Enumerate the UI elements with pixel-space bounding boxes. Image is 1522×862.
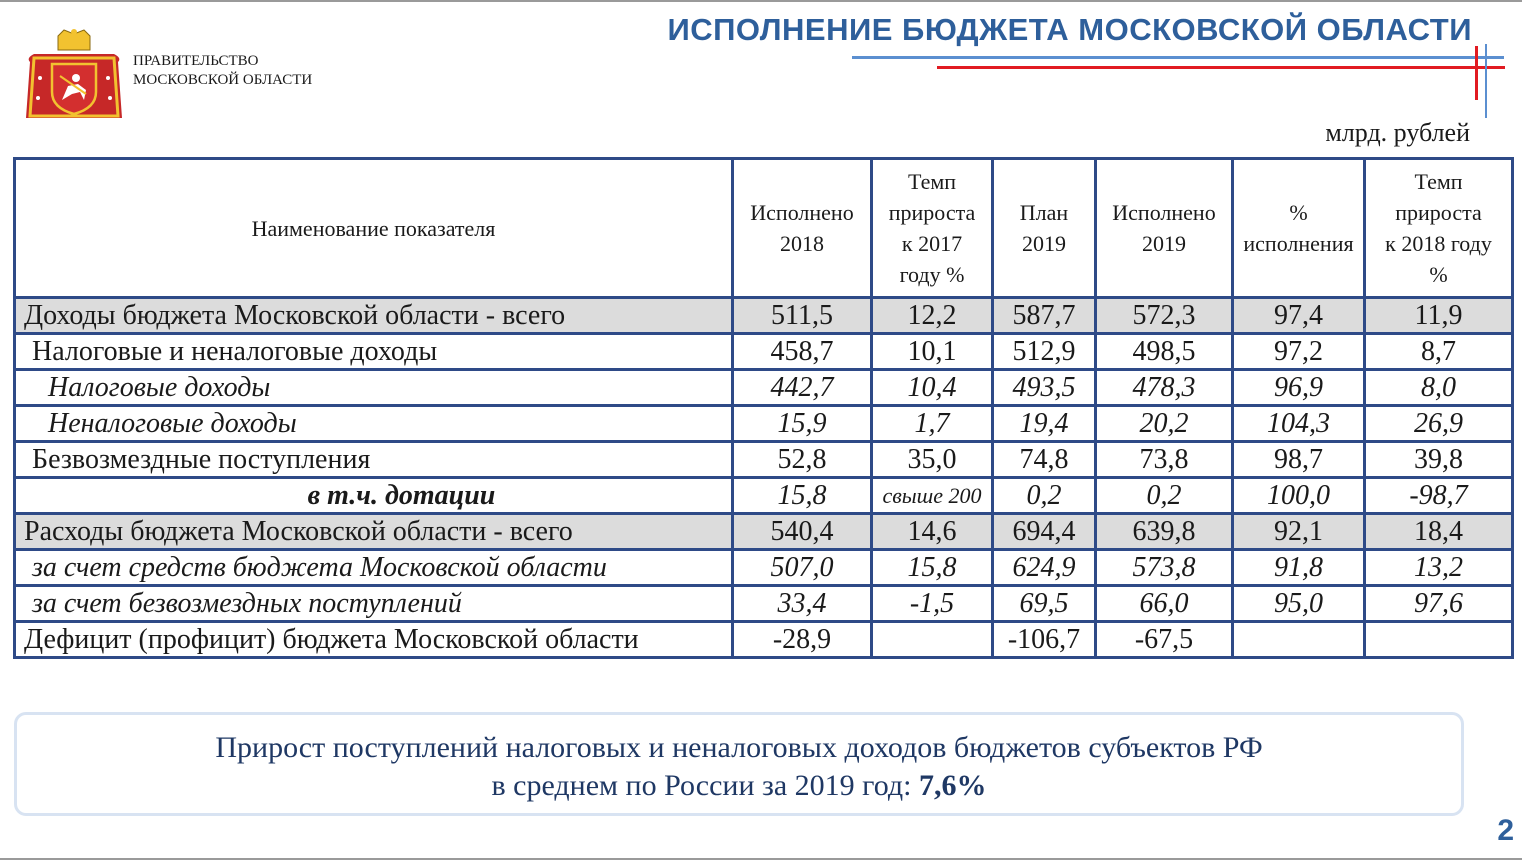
table-cell: -98,7: [1365, 478, 1513, 514]
row-label: Безвозмездные поступления: [15, 442, 733, 478]
row-label: Расходы бюджета Московской области - всего: [15, 514, 733, 550]
table-cell: 511,5: [733, 298, 872, 334]
table-cell: 19,4: [993, 406, 1096, 442]
table-cell: 694,4: [993, 514, 1096, 550]
summary-box: [14, 712, 1464, 816]
table-cell: [1365, 622, 1513, 658]
table-cell: 104,3: [1233, 406, 1365, 442]
title-underline-red: [937, 66, 1505, 69]
table-cell: 507,0: [733, 550, 872, 586]
table-row: [15, 334, 1513, 370]
row-label: в т.ч. дотации: [15, 478, 733, 514]
table-cell: 624,9: [993, 550, 1096, 586]
table-cell: 15,8: [733, 478, 872, 514]
table-row: [15, 550, 1513, 586]
table-cell: 39,8: [1365, 442, 1513, 478]
table-cell: 0,2: [1096, 478, 1233, 514]
table-cell: 572,3: [1096, 298, 1233, 334]
row-label: Налоговые доходы: [15, 370, 733, 406]
title-underline-blue: [852, 56, 1504, 59]
table-cell: 95,0: [1233, 586, 1365, 622]
row-label: за счет безвозмездных поступлений: [15, 586, 733, 622]
row-label: Налоговые и неналоговые доходы: [15, 334, 733, 370]
table-row: [15, 406, 1513, 442]
table-body: [15, 298, 1513, 658]
budget-table: [13, 157, 1514, 659]
column-header-execution-percent: % исполнения: [1233, 159, 1365, 298]
table-cell: -67,5: [1096, 622, 1233, 658]
column-header-plan-2019: План 2019: [993, 159, 1096, 298]
page-number: 2: [1497, 814, 1514, 847]
moscow-oblast-coat-of-arms-icon: [24, 28, 124, 122]
table-cell: 98,7: [1233, 442, 1365, 478]
table-cell: 20,2: [1096, 406, 1233, 442]
table-cell: 639,8: [1096, 514, 1233, 550]
column-header-growth-vs-2018: Темп прироста к 2018 году %: [1365, 159, 1513, 298]
summary-value: 7,6%: [918, 769, 987, 802]
table-cell: -28,9: [733, 622, 872, 658]
table-cell: 11,9: [1365, 298, 1513, 334]
table-cell: 10,4: [872, 370, 993, 406]
table-cell: -106,7: [993, 622, 1096, 658]
bottom-border-line: [0, 858, 1522, 860]
table-cell: 73,8: [1096, 442, 1233, 478]
table-cell: 18,4: [1365, 514, 1513, 550]
table-cell: 69,5: [993, 586, 1096, 622]
table-cell: 587,7: [993, 298, 1096, 334]
summary-line-2-text: в среднем по России за 2019 год:: [491, 769, 919, 802]
table-row: [15, 586, 1513, 622]
column-header-indicator: Наименование показателя: [15, 159, 733, 298]
table-cell: 96,9: [1233, 370, 1365, 406]
column-header-executed-2019: Исполнено 2019: [1096, 159, 1233, 298]
title-accent-blue-vertical: [1485, 44, 1487, 118]
table-cell: 66,0: [1096, 586, 1233, 622]
table-cell: 97,6: [1365, 586, 1513, 622]
table-cell: [872, 622, 993, 658]
table-cell: 100,0: [1233, 478, 1365, 514]
table-cell: 573,8: [1096, 550, 1233, 586]
table-cell: 13,2: [1365, 550, 1513, 586]
summary-line-1: Прирост поступлений налоговых и неналоговых доходов бюджетов субъектов РФ: [215, 731, 1263, 764]
table-cell: 15,8: [872, 550, 993, 586]
table-cell: 498,5: [1096, 334, 1233, 370]
table-cell: 442,7: [733, 370, 872, 406]
column-header-growth-vs-2017: Темп прироста к 2017 году %: [872, 159, 993, 298]
table-cell: 15,9: [733, 406, 872, 442]
table-cell: 493,5: [993, 370, 1096, 406]
top-border-line: [0, 0, 1522, 2]
row-label: за счет средств бюджета Московской области: [15, 550, 733, 586]
column-header-executed-2018: Исполнено 2018: [733, 159, 872, 298]
table-cell: [1233, 622, 1365, 658]
table-cell: 92,1: [1233, 514, 1365, 550]
table-cell: 97,2: [1233, 334, 1365, 370]
table-cell: свыше 200: [872, 478, 993, 514]
table-cell: 33,4: [733, 586, 872, 622]
table-cell: 0,2: [993, 478, 1096, 514]
table-cell: 74,8: [993, 442, 1096, 478]
table-cell: 14,6: [872, 514, 993, 550]
table-cell: 458,7: [733, 334, 872, 370]
table-row: [15, 622, 1513, 658]
table-cell: 512,9: [993, 334, 1096, 370]
table-cell: 26,9: [1365, 406, 1513, 442]
table-row: [15, 370, 1513, 406]
units-label: млрд. рублей: [1325, 118, 1470, 147]
table-cell: 8,0: [1365, 370, 1513, 406]
table-cell: 478,3: [1096, 370, 1233, 406]
table-cell: 97,4: [1233, 298, 1365, 334]
table-cell: -1,5: [872, 586, 993, 622]
table-cell: 91,8: [1233, 550, 1365, 586]
table-cell: 1,7: [872, 406, 993, 442]
row-label: Неналоговые доходы: [15, 406, 733, 442]
table-cell: 12,2: [872, 298, 993, 334]
table-row: [15, 298, 1513, 334]
table-cell: 35,0: [872, 442, 993, 478]
table-row: [15, 442, 1513, 478]
table-cell: 8,7: [1365, 334, 1513, 370]
table-row: [15, 514, 1513, 550]
row-label: Дефицит (профицит) бюджета Московской области: [15, 622, 733, 658]
table-header-row: [15, 159, 1513, 298]
title-accent-red-vertical: [1475, 46, 1478, 100]
page-title: ИСПОЛНЕНИЕ БЮДЖЕТА МОСКОВСКОЙ ОБЛАСТИ: [667, 12, 1472, 47]
table-cell: 10,1: [872, 334, 993, 370]
row-label: Доходы бюджета Московской области - всего: [15, 298, 733, 334]
summary-line-2: [17, 767, 1461, 805]
government-name: ПРАВИТЕЛЬСТВО МОСКОВСКОЙ ОБЛАСТИ: [133, 53, 313, 88]
table-row: [15, 478, 1513, 514]
table-cell: 52,8: [733, 442, 872, 478]
table-cell: 540,4: [733, 514, 872, 550]
